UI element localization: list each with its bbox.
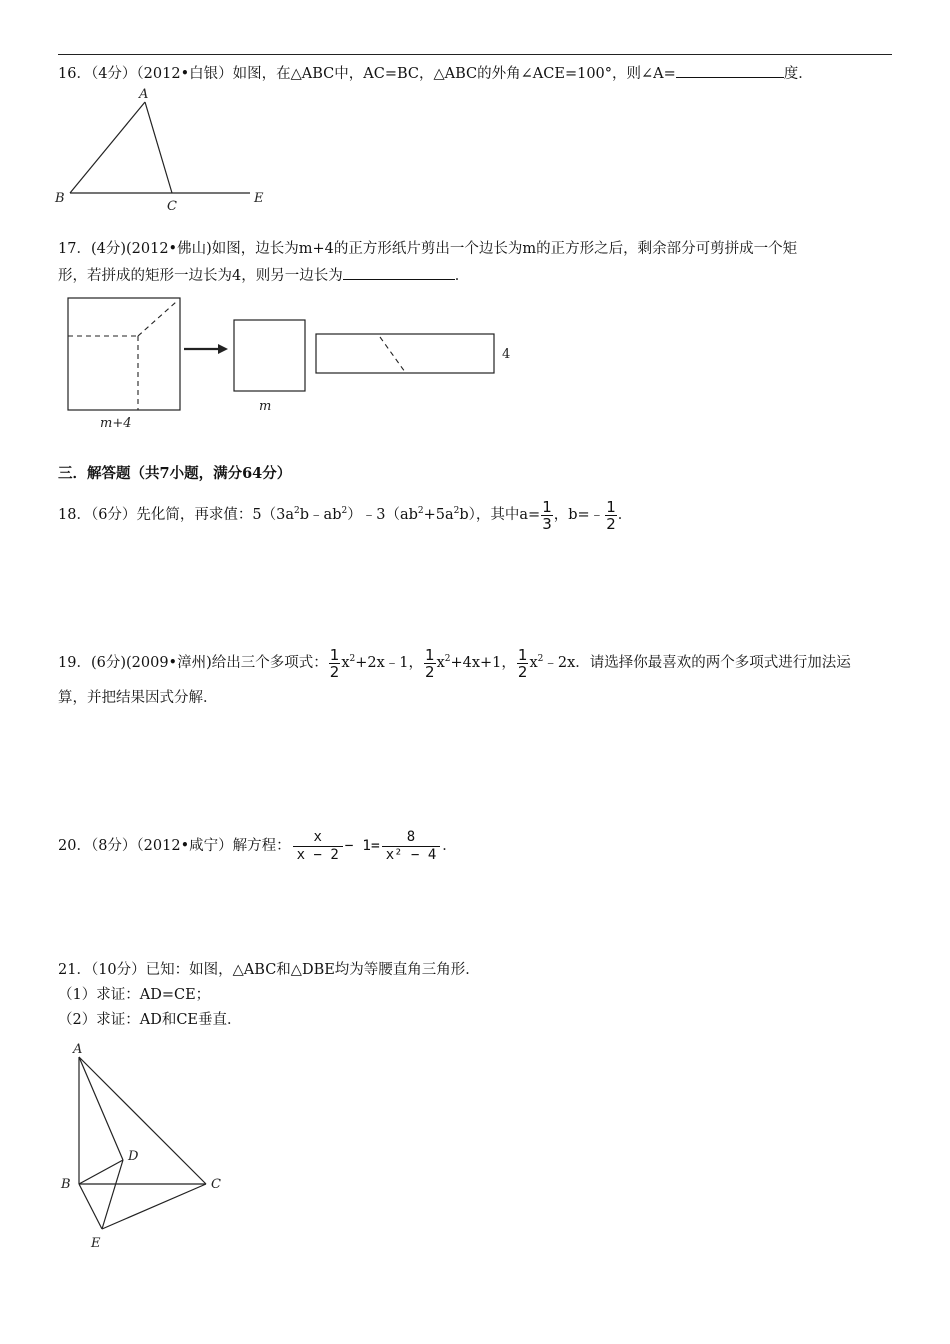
q16-label-c: C [167, 199, 177, 214]
question-18 [58, 497, 632, 532]
q20-text-1: 20．（8分）（2012•咸宁）解方程： [58, 838, 291, 854]
q21-label-c: C [211, 1177, 221, 1192]
q18-text-3: ）﹣3（ab [347, 507, 418, 523]
q17-square-figure [60, 290, 530, 435]
q21-label-d: D [128, 1149, 139, 1164]
q19-text-3: +4x+1， [450, 655, 516, 671]
q21-label-b: B [61, 1177, 71, 1192]
q19-exp-2: 2 [444, 654, 451, 664]
q17-label-big-side: m+4 [100, 416, 132, 431]
q17-answer-blank [343, 265, 455, 280]
question-17-line2 [58, 265, 469, 286]
q18-exp-3: 2 [417, 506, 424, 516]
q18-text-1: 18．（6分）先化简，再求值：5（3a [58, 507, 295, 523]
q18-fraction-b: $\frac{1}{2}$ [606, 497, 616, 533]
q19-fraction-1: $\frac{1}{2}$ [329, 645, 340, 681]
question-16 [58, 63, 813, 84]
q16-label-a: A [139, 87, 149, 102]
q18-exp-2: 2 [341, 506, 348, 516]
q18-exp-1: 2 [294, 506, 300, 516]
q21-label-a: A [73, 1042, 83, 1057]
section-3-heading: 三．解答题（共7小题，满分64分） [58, 465, 292, 482]
q20-text-3: ． [442, 838, 457, 854]
q16-answer-blank [676, 63, 784, 78]
question-21-line3: （2）求证：AD和CE垂直． [58, 1012, 242, 1028]
q16-suffix: 度． [783, 66, 813, 82]
question-19-line2: 算，并把结果因式分解． [58, 690, 218, 706]
question-17-line1: 17．(4分)(2012•佛山)如图，边长为m+4的正方形纸片剪出一个边长为m的正方形之后，剩余部分可剪拼成一个矩 [58, 241, 798, 257]
q21-label-e: E [91, 1236, 101, 1251]
q19-exp-1: 2 [349, 654, 356, 664]
q17-suffix: ． [454, 268, 470, 284]
q19-fraction-2: $\frac{1}{2}$ [425, 645, 435, 681]
q18-text-5: b），其中a= [459, 507, 541, 523]
q17-text: 形，若拼成的矩形一边长为4，则另一边长为 [58, 268, 343, 284]
q18-text-7: ． [617, 507, 633, 523]
q20-fraction-2: $\frac{8}{\text{x² − 4}}$ [382, 829, 441, 864]
q18-text-4: +5a [423, 507, 454, 523]
q20-text-2: − 1= [344, 838, 380, 854]
q18-fraction-a: $\frac{1}{3}$ [542, 497, 552, 533]
q21-triangle-figure [56, 1040, 246, 1255]
q19-text-1: 19．(6分)(2009•漳州)给出三个多项式： [58, 655, 328, 671]
q16-label-b: B [55, 191, 65, 206]
q18-text-2: b﹣ab [299, 507, 342, 523]
header-rule [58, 54, 892, 55]
q19-x-2: x [436, 655, 445, 671]
question-20 [58, 826, 457, 866]
q20-fraction-1: $\frac{x}{x - 2}$ [293, 829, 343, 864]
q19-exp-3: 2 [537, 654, 544, 664]
q17-label-rect-side: 4 [502, 347, 511, 362]
q18-text-6: ，b=﹣ [553, 507, 605, 523]
q19-text-2: +2x﹣1， [355, 655, 424, 671]
question-19-line1 [58, 644, 851, 680]
question-21-line1: 21．（10分）已知：如图，△ABC和△DBE均为等腰直角三角形． [58, 962, 480, 978]
q19-x-1: x [341, 655, 350, 671]
question-21-line2: （1）求证：AD=CE； [58, 987, 211, 1003]
q19-x-3: x [529, 655, 538, 671]
q19-text-4: ﹣2x．请选择你最喜欢的两个多项式进行加法运 [543, 655, 851, 671]
q16-text: 16．（4分）（2012•白银）如图，在△ABC中，AC=BC，△ABC的外角∠ACE=100°，则∠A= [58, 66, 676, 82]
q18-exp-4: 2 [453, 506, 460, 516]
q16-label-e: E [254, 191, 264, 206]
q16-triangle-figure [50, 84, 280, 214]
q19-fraction-3: $\frac{1}{2}$ [517, 645, 528, 681]
q17-label-small-side: m [259, 399, 272, 414]
